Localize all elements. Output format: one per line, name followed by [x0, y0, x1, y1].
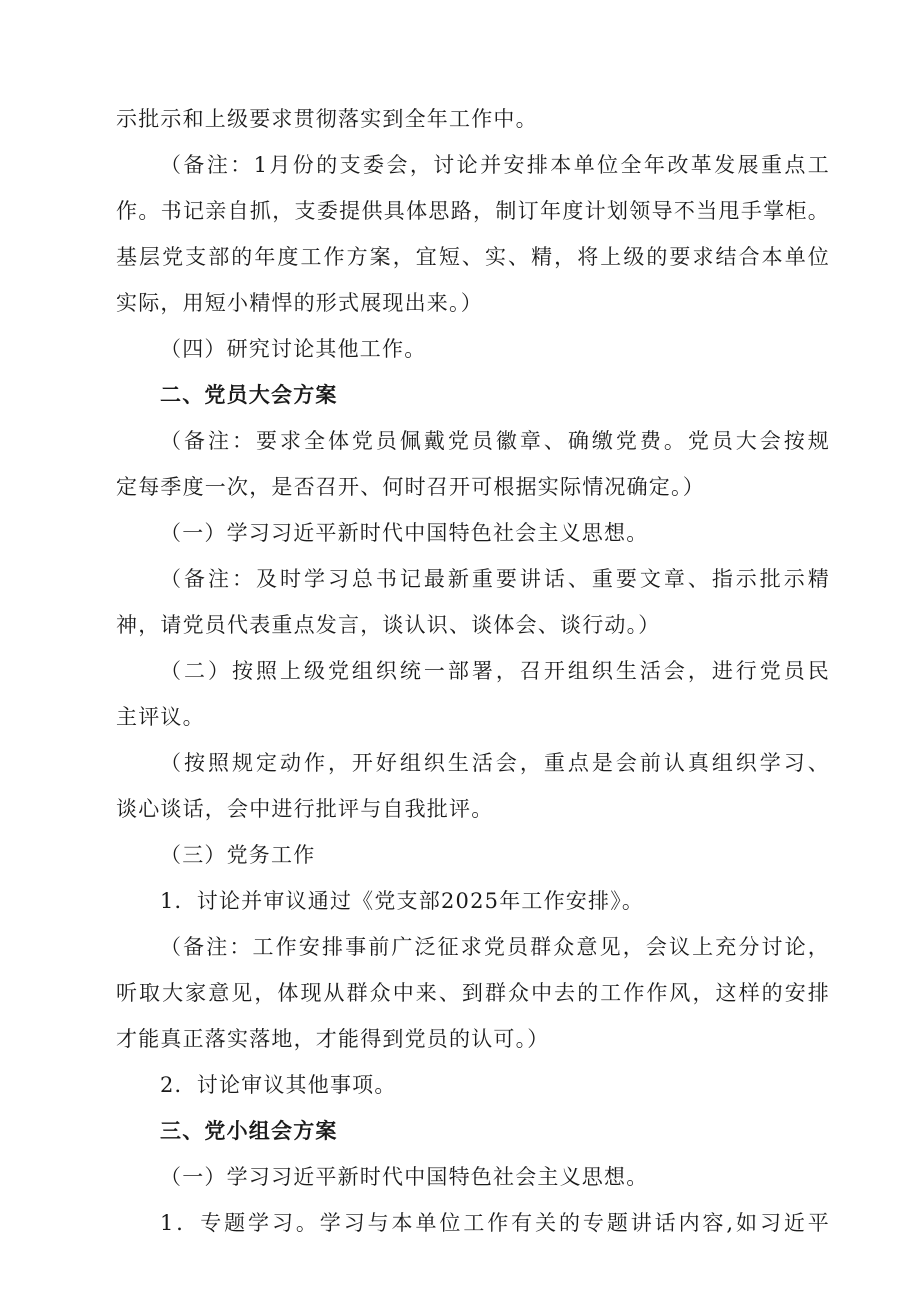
- line-text: 1．讨论并审议通过《党支部2025年工作安排》。: [160, 889, 645, 913]
- line-text: 作。书记亲自抓，支委提供具体思路，制订年度计划领导不当甩手掌柜。: [116, 199, 830, 223]
- line-text: 示批示和上级要求贯彻落实到全年工作中。: [116, 107, 538, 131]
- line-text: （备注：及时学习总书记最新重要讲话、重要文章、指示批示精: [160, 567, 830, 591]
- line-text: 主评议。: [116, 705, 205, 729]
- line-text: （备注：要求全体党员佩戴党员徽章、确缴党费。党员大会按规: [160, 429, 830, 453]
- heading-text: 二、党员大会方案: [160, 383, 338, 407]
- line-text: 神，请党员代表重点发言，谈认识、谈体会、谈行动。）: [116, 613, 661, 637]
- line-text: （二）按照上级党组织统一部署，召开组织生活会，进行党员民: [160, 659, 830, 683]
- line-text: 2．讨论审议其他事项。: [160, 1073, 397, 1097]
- line-text: （备注：工作安排事前广泛征求党员群众意见，会议上充分讨论，: [160, 935, 830, 959]
- line-text: 实际，用短小精悍的形式展现出来。）: [116, 291, 483, 315]
- line-text: （备注：1月份的支委会，讨论并安排本单位全年改革发展重点工: [160, 153, 830, 177]
- line-text: 听取大家意见，体现从群众中来、到群众中去的工作作风，这样的安排: [116, 981, 830, 1005]
- line-text: （一）学习习近平新时代中国特色社会主义思想。: [160, 521, 649, 545]
- heading-text: 三、党小组会方案: [160, 1119, 338, 1143]
- line-text: 谈心谈话，会中进行批评与自我批评。: [116, 797, 494, 821]
- line-text: （按照规定动作，开好组织生活会，重点是会前认真组织学习、: [160, 751, 830, 775]
- line-text: 基层党支部的年度工作方案，宜短、实、精，将上级的要求结合本单位: [116, 245, 830, 269]
- line-text: （四）研究讨论其他工作。: [160, 337, 427, 361]
- line-text: 才能真正落实落地，才能得到党员的认可。）: [116, 1027, 550, 1051]
- line-text: 1．专题学习。学习与本单位工作有关的专题讲话内容,如习近平: [160, 1211, 830, 1235]
- line-text: （一）学习习近平新时代中国特色社会主义思想。: [160, 1165, 649, 1189]
- line-text: 定每季度一次，是否召开、何时召开可根据实际情况确定。）: [116, 475, 705, 499]
- line-text: （三）党务工作: [160, 843, 316, 867]
